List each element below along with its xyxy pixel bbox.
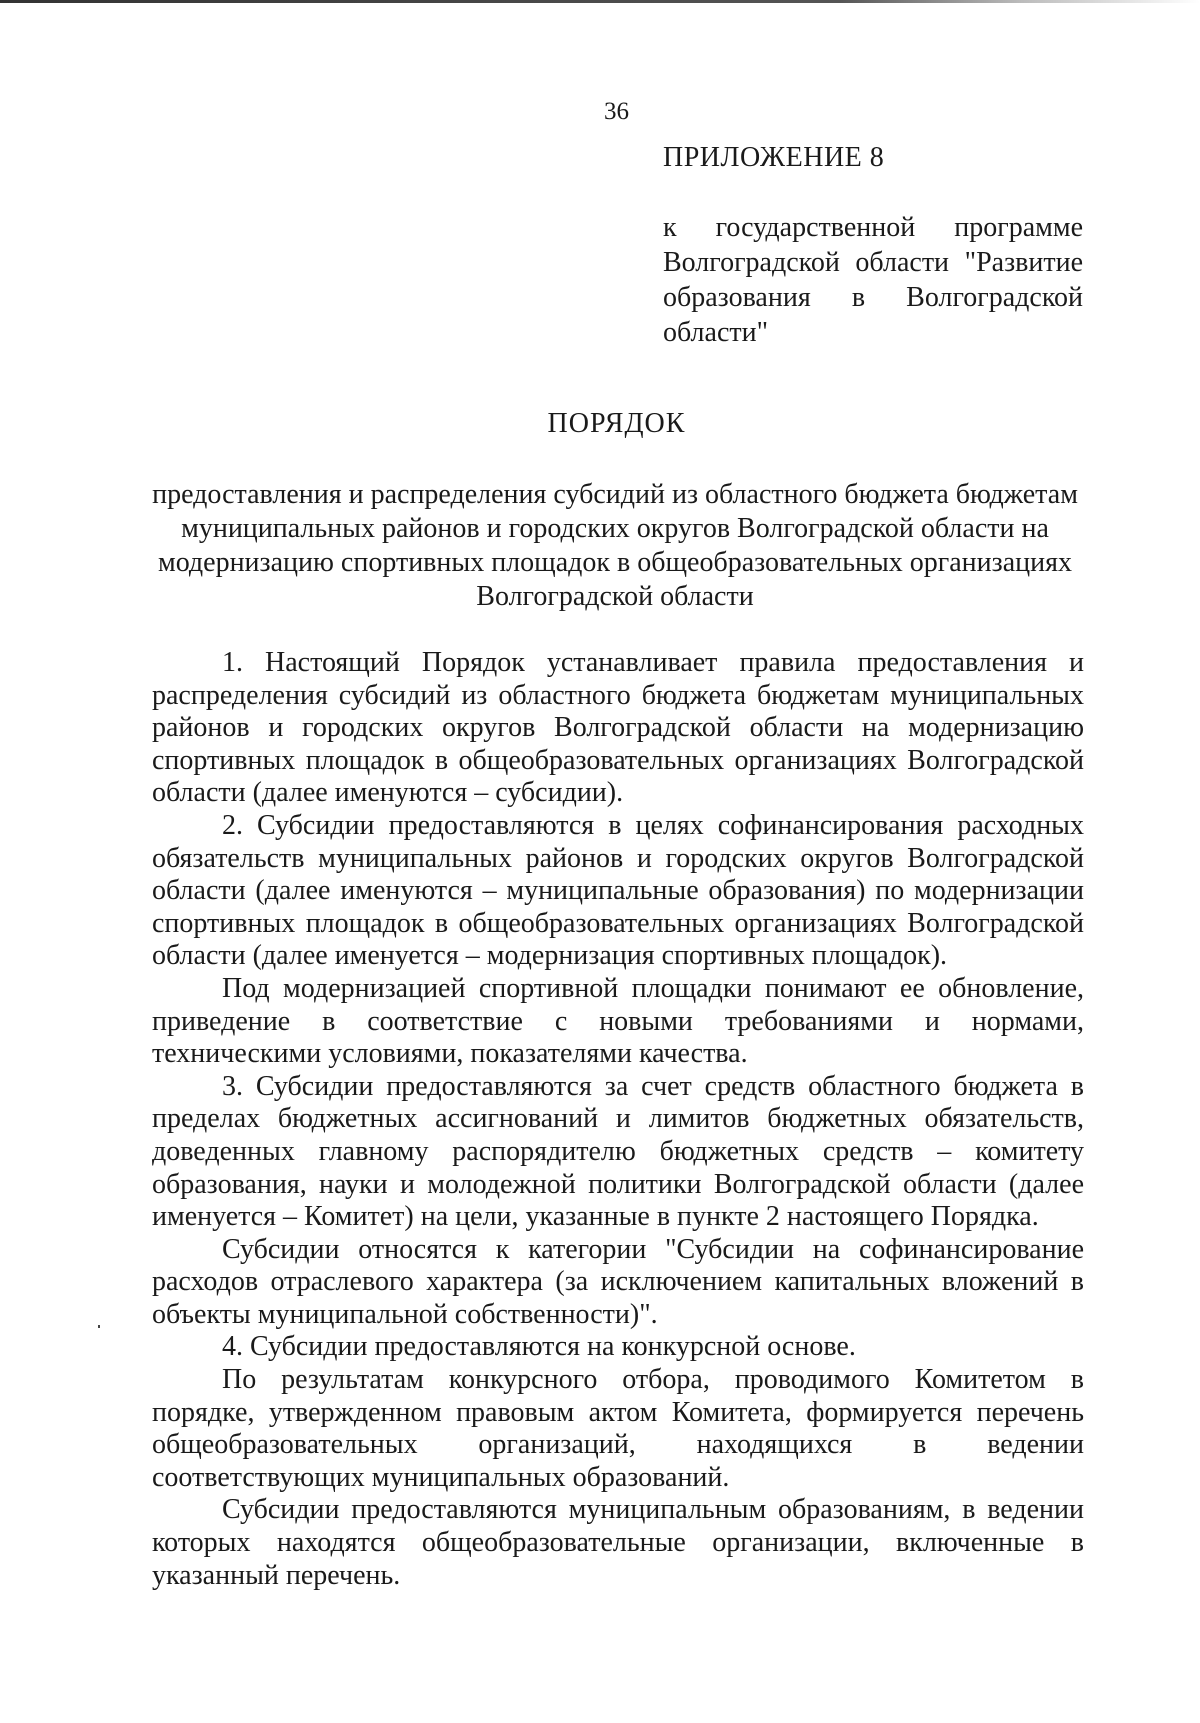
- document-subtitle: предоставления и распределения субсидий из областного бюджета бюджетам муниципальных районов и городских округов Волгоградской области на модернизацию спортивных площадок в общеобразовательных организациях Волгоградской области: [152, 479, 1078, 612]
- scan-border-top: [0, 0, 1200, 3]
- document-title: ПОРЯДОК: [547, 408, 686, 439]
- scan-speck: [98, 1325, 100, 1328]
- appendix-reference: к государственной программе Волгоградской области "Развитие образования в Волгоградской области": [663, 212, 1083, 348]
- paragraph-5: Субсидии относятся к категории "Субсидии на софинансирование расходов отраслевого характера (за исключением капитальных вложений в объекты муниципальной собственности)".: [152, 1233, 1084, 1330]
- appendix-title: ПРИЛОЖЕНИЕ 8: [663, 142, 885, 173]
- document-body: [152, 647, 1084, 1592]
- page-number: 36: [604, 98, 629, 125]
- paragraph-2: 2. Субсидии предоставляются в целях софинансирования расходных обязательств муниципальных районов и городских округов Волгоградской области (далее именуются – муниципальные образования) по модернизации спортивных площадок в общеобразовательных организациях Волгоградской области (далее именуется – модернизация спортивных площадок).: [152, 809, 1084, 972]
- paragraph-1: 1. Настоящий Порядок устанавливает правила предоставления и распределения субсидий из областного бюджета бюджетам муниципальных районов и городских округов Волгоградской области на модернизацию спортивных площадок в общеобразовательных организациях Волгоградской области (далее именуются – субсидии).: [152, 647, 1084, 809]
- paragraph-6: 4. Субсидии предоставляются на конкурсной основе.: [222, 1331, 856, 1363]
- paragraph-3: Под модернизацией спортивной площадки понимают ее обновление, приведение в соответствие с новыми требованиями и нормами, техническими условиями, показателями качества.: [152, 972, 1084, 1070]
- paragraph-8: Субсидии предоставляются муниципальным образованиям, в ведении которых находятся общеобразовательные организации, включенные в указанный перечень.: [152, 1494, 1084, 1591]
- paragraph-7: По результатам конкурсного отбора, проводимого Комитетом в порядке, утвержденном правовым актом Комитета, формируется перечень общеобразовательных организаций, находящихся в ведении соответствующих муниципальных образований.: [152, 1364, 1084, 1493]
- paragraph-4: 3. Субсидии предоставляются за счет средств областного бюджета в пределах бюджетных ассигнований и лимитов бюджетных обязательств, доведенных главному распорядителю бюджетных средств – комитету образования, науки и молодежной политики Волгоградской области (далее именуется – Комитет) на цели, указанные в пункте 2 настоящего Порядка.: [152, 1070, 1084, 1233]
